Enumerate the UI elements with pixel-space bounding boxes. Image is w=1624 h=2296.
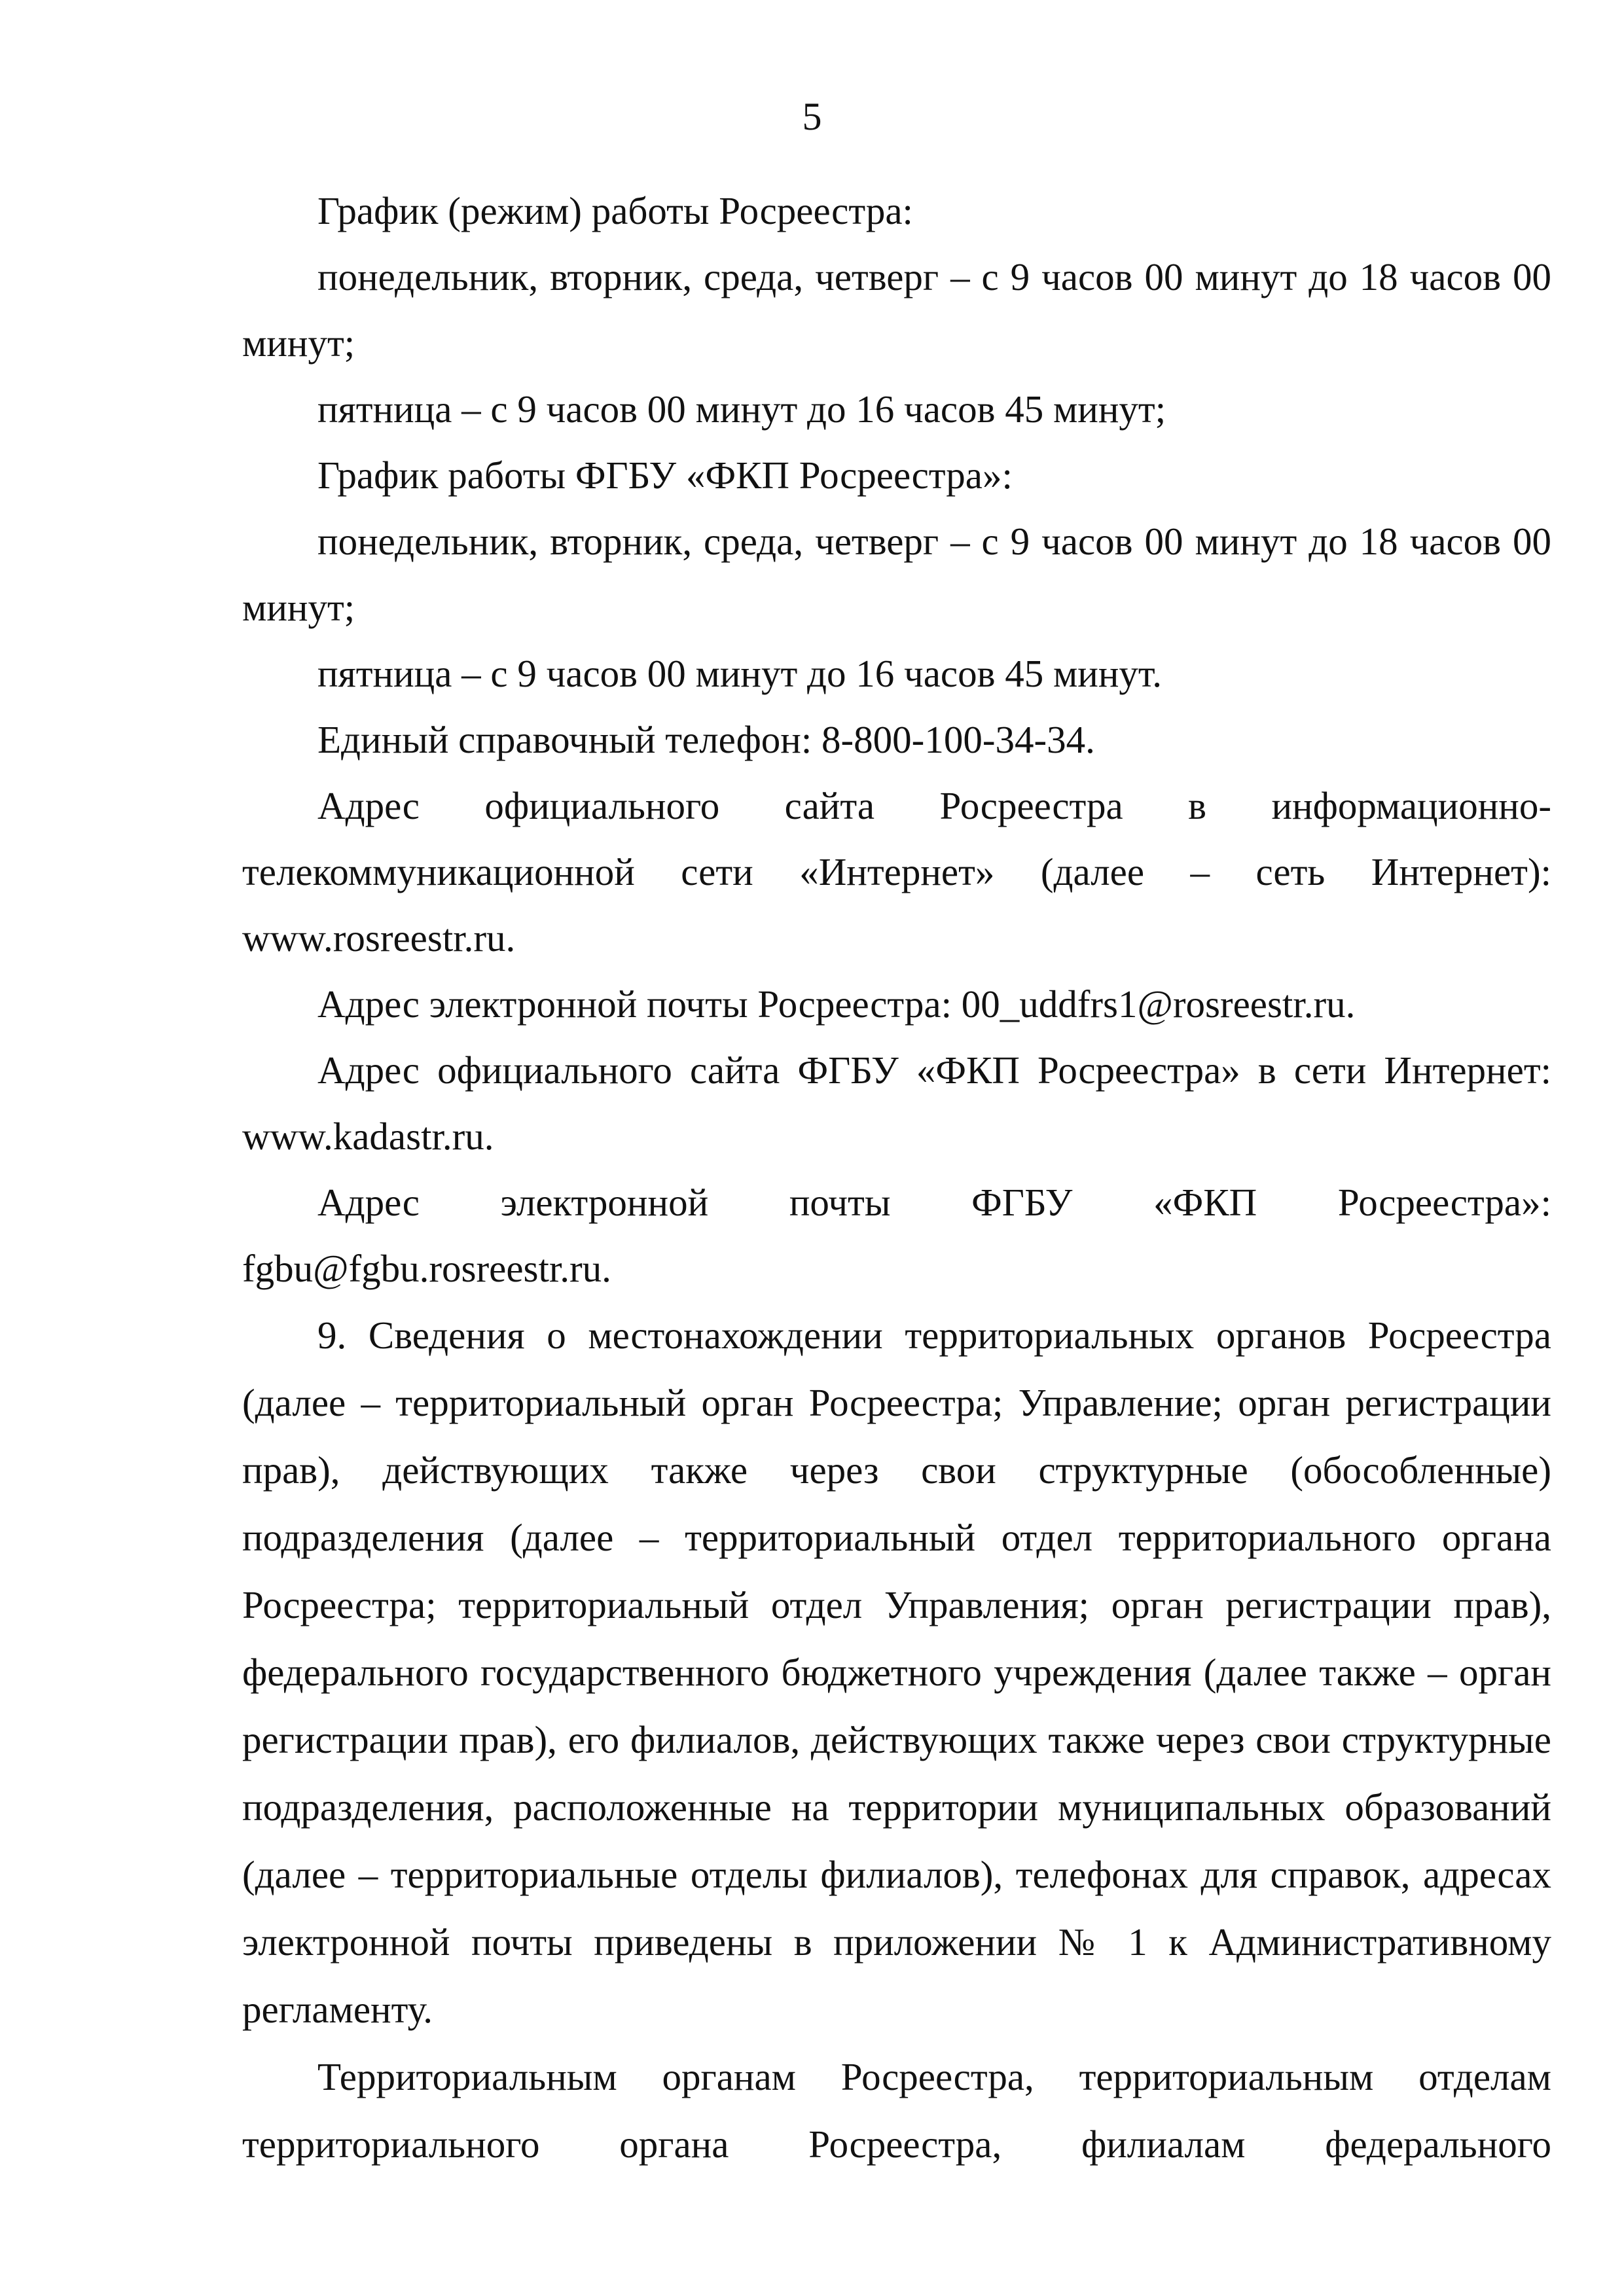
paragraph-schedule-fri: пятница – с 9 часов 00 минут до 16 часов 45 минут; <box>317 387 1166 431</box>
paragraph-fkp-schedule-heading: График работы ФГБУ «ФКП Росреестра»: <box>317 454 1013 497</box>
page-number: 5 <box>802 95 822 138</box>
paragraph-territorial-bodies: Территориальным органам Росреестра, территориальным отделам территориального органа Росреестра, филиалам федерального <box>242 2055 1551 2166</box>
paragraph-item-9: 9. Сведения о местонахождении территориальных органов Росреестра (далее – территориальный орган Росреестра; Управление; орган регистрации прав), действующих также через свои структурные (обособленные) подразделения (далее – территориальный отдел территориального органа Росреестра; территориальный отдел Управления; орган регистрации прав), федерального государственного бюджетного учреждения (далее также – орган регистрации прав), его филиалов, действующих также через свои структурные подразделения, расположенные на территории муниципальных образований (далее – территориальные отделы филиалов), телефонах для справок, адресах электронной почты приведены в приложении № 1 к Административному регламенту. <box>242 1314 1551 2031</box>
document-body <box>242 178 1551 2178</box>
paragraph-rosreestr-email: Адрес электронной почты Росреестра: 00_uddfrs1@rosreestr.ru. <box>317 982 1356 1026</box>
paragraph-fkp-schedule-mon-thu: понедельник, вторник, среда, четверг – с 9 часов 00 минут до 18 часов 00 минут; <box>242 520 1551 629</box>
paragraph-schedule-mon-thu: понедельник, вторник, среда, четверг – с 9 часов 00 минут до 18 часов 00 минут; <box>242 255 1551 365</box>
paragraph-schedule-heading: График (режим) работы Росреестра: <box>317 189 913 232</box>
paragraph-fkp-site: Адрес официального сайта ФГБУ «ФКП Росреестра» в сети Интернет: www.kadastr.ru. <box>242 1049 1551 1158</box>
paragraph-fkp-email: Адрес электронной почты ФГБУ «ФКП Росреестра»: fgbu@fgbu.rosreestr.ru. <box>242 1181 1551 1290</box>
paragraph-rosreestr-site: Адрес официального сайта Росреестра в информационно-телекоммуникационной сети «Интернет» (далее – сеть Интернет): www.rosreestr.ru. <box>242 784 1551 960</box>
paragraph-phone: Единый справочный телефон: 8-800-100-34-34. <box>317 718 1095 761</box>
paragraph-fkp-schedule-fri: пятница – с 9 часов 00 минут до 16 часов 45 минут. <box>317 652 1163 695</box>
